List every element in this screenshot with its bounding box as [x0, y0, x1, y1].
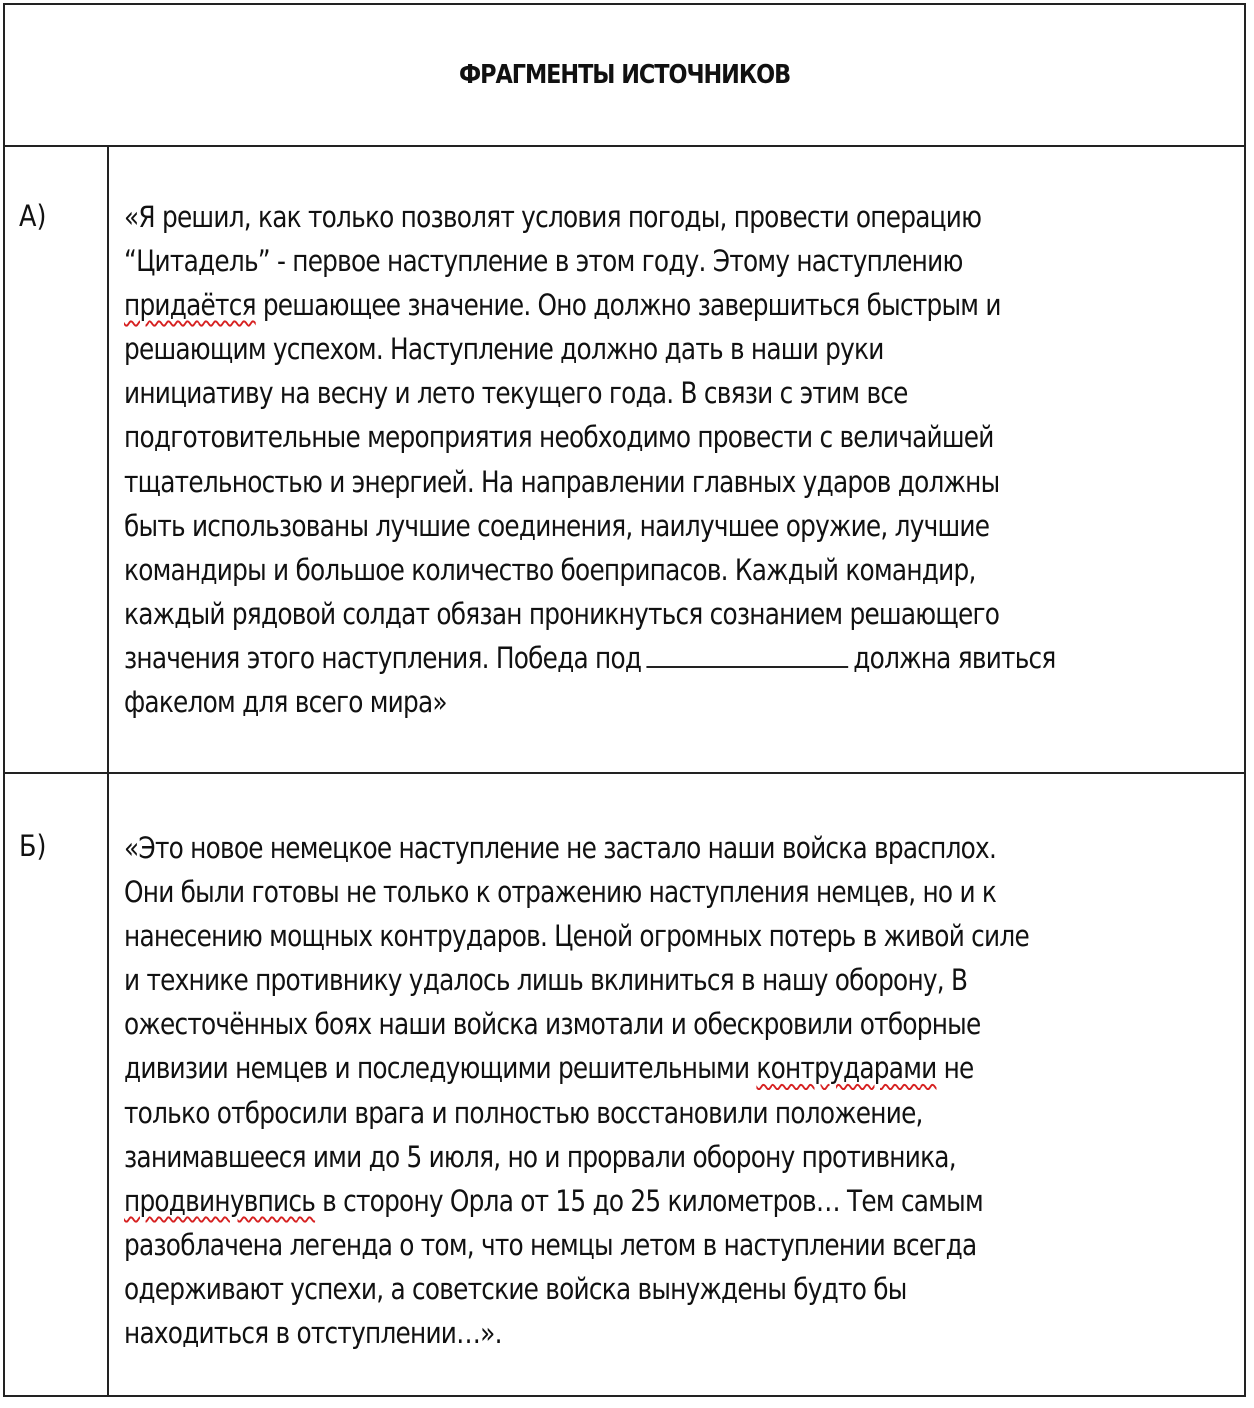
text-line: каждый рядовой солдат обязан проникнуться сознанием решающего — [124, 596, 1000, 631]
fragment-text-cell — [109, 774, 1244, 1395]
fragment-label-cell — [5, 147, 109, 772]
text-line: Они были готовы не только к отражению наступления немцев, но и к — [124, 875, 997, 910]
fragment-label-cell — [5, 774, 109, 1395]
text-line: «Это новое немецкое наступление не застало наши войска врасплох. — [124, 831, 997, 865]
text-line: “Цитадель” - первое наступление в этом году. Этому наступлению — [124, 244, 963, 279]
fragment-text — [124, 195, 1254, 724]
text-line: только отбросили врага и полностью восстановили положение, — [124, 1095, 923, 1130]
text-line: командиры и большое количество боеприпасов. Каждый командир, — [124, 552, 976, 587]
fragment-row-b — [5, 774, 1244, 1395]
text-line: ожесточённых боях наши войска измотали и обескровили отборные — [124, 1007, 981, 1042]
text-line: дивизии немцев и последующими решительными контрударами не — [124, 1051, 974, 1086]
text-line: тщательностью и энергией. На направлении главных ударов должны — [124, 464, 1000, 499]
fill-in-blank — [646, 640, 848, 668]
text-line: находиться в отступлении…». — [124, 1316, 502, 1351]
text-line: инициативу на весну и лето текущего года. В связи с этим все — [124, 376, 908, 411]
text-line: занимавшееся ими до 5 июля, но и прорвали оборону противника, — [124, 1139, 956, 1174]
fragment-text — [124, 826, 1254, 1355]
spellcheck-word: продвинувпись — [124, 1183, 316, 1218]
fragment-text-cell — [109, 147, 1244, 772]
fragment-label: А) — [19, 199, 47, 233]
fragment-label: Б) — [19, 829, 47, 863]
text-line: быть использованы лучшие соединения, наилучшее оружие, лучшие — [124, 508, 990, 543]
spellcheck-word: контрударами — [756, 1051, 937, 1086]
text-line: значения этого наступления. Победа под должна явиться — [124, 640, 1056, 675]
spellcheck-word: придаётся — [124, 288, 256, 323]
text-line: подготовительные мероприятия необходимо провести с величайшей — [124, 420, 994, 455]
sources-table — [3, 3, 1246, 1397]
table-header — [5, 5, 1244, 147]
text-line: «Я решил, как только позволят условия погоды, провести операцию — [124, 200, 982, 234]
table-title: ФРАГМЕНТЫ ИСТОЧНИКОВ — [458, 60, 791, 90]
text-line: решающим успехом. Наступление должно дать в наши руки — [124, 332, 884, 367]
text-line: одерживают успехи, а советские войска вынуждены будто бы — [124, 1271, 907, 1306]
text-line: факелом для всего мира» — [124, 685, 447, 720]
text-line: продвинувпись в сторону Орла от 15 до 25 километров… Тем самым — [124, 1183, 983, 1218]
fragment-row-a — [5, 147, 1244, 774]
text-line: нанесению мощных контрударов. Ценой огромных потерь в живой силе — [124, 919, 1029, 954]
text-line: и технике противнику удалось лишь вклиниться в нашу оборону, В — [124, 963, 968, 998]
text-line: придаётся решающее значение. Оно должно завершиться быстрым и — [124, 288, 1001, 323]
text-line: разоблачена легенда о том, что немцы летом в наступлении всегда — [124, 1227, 977, 1262]
